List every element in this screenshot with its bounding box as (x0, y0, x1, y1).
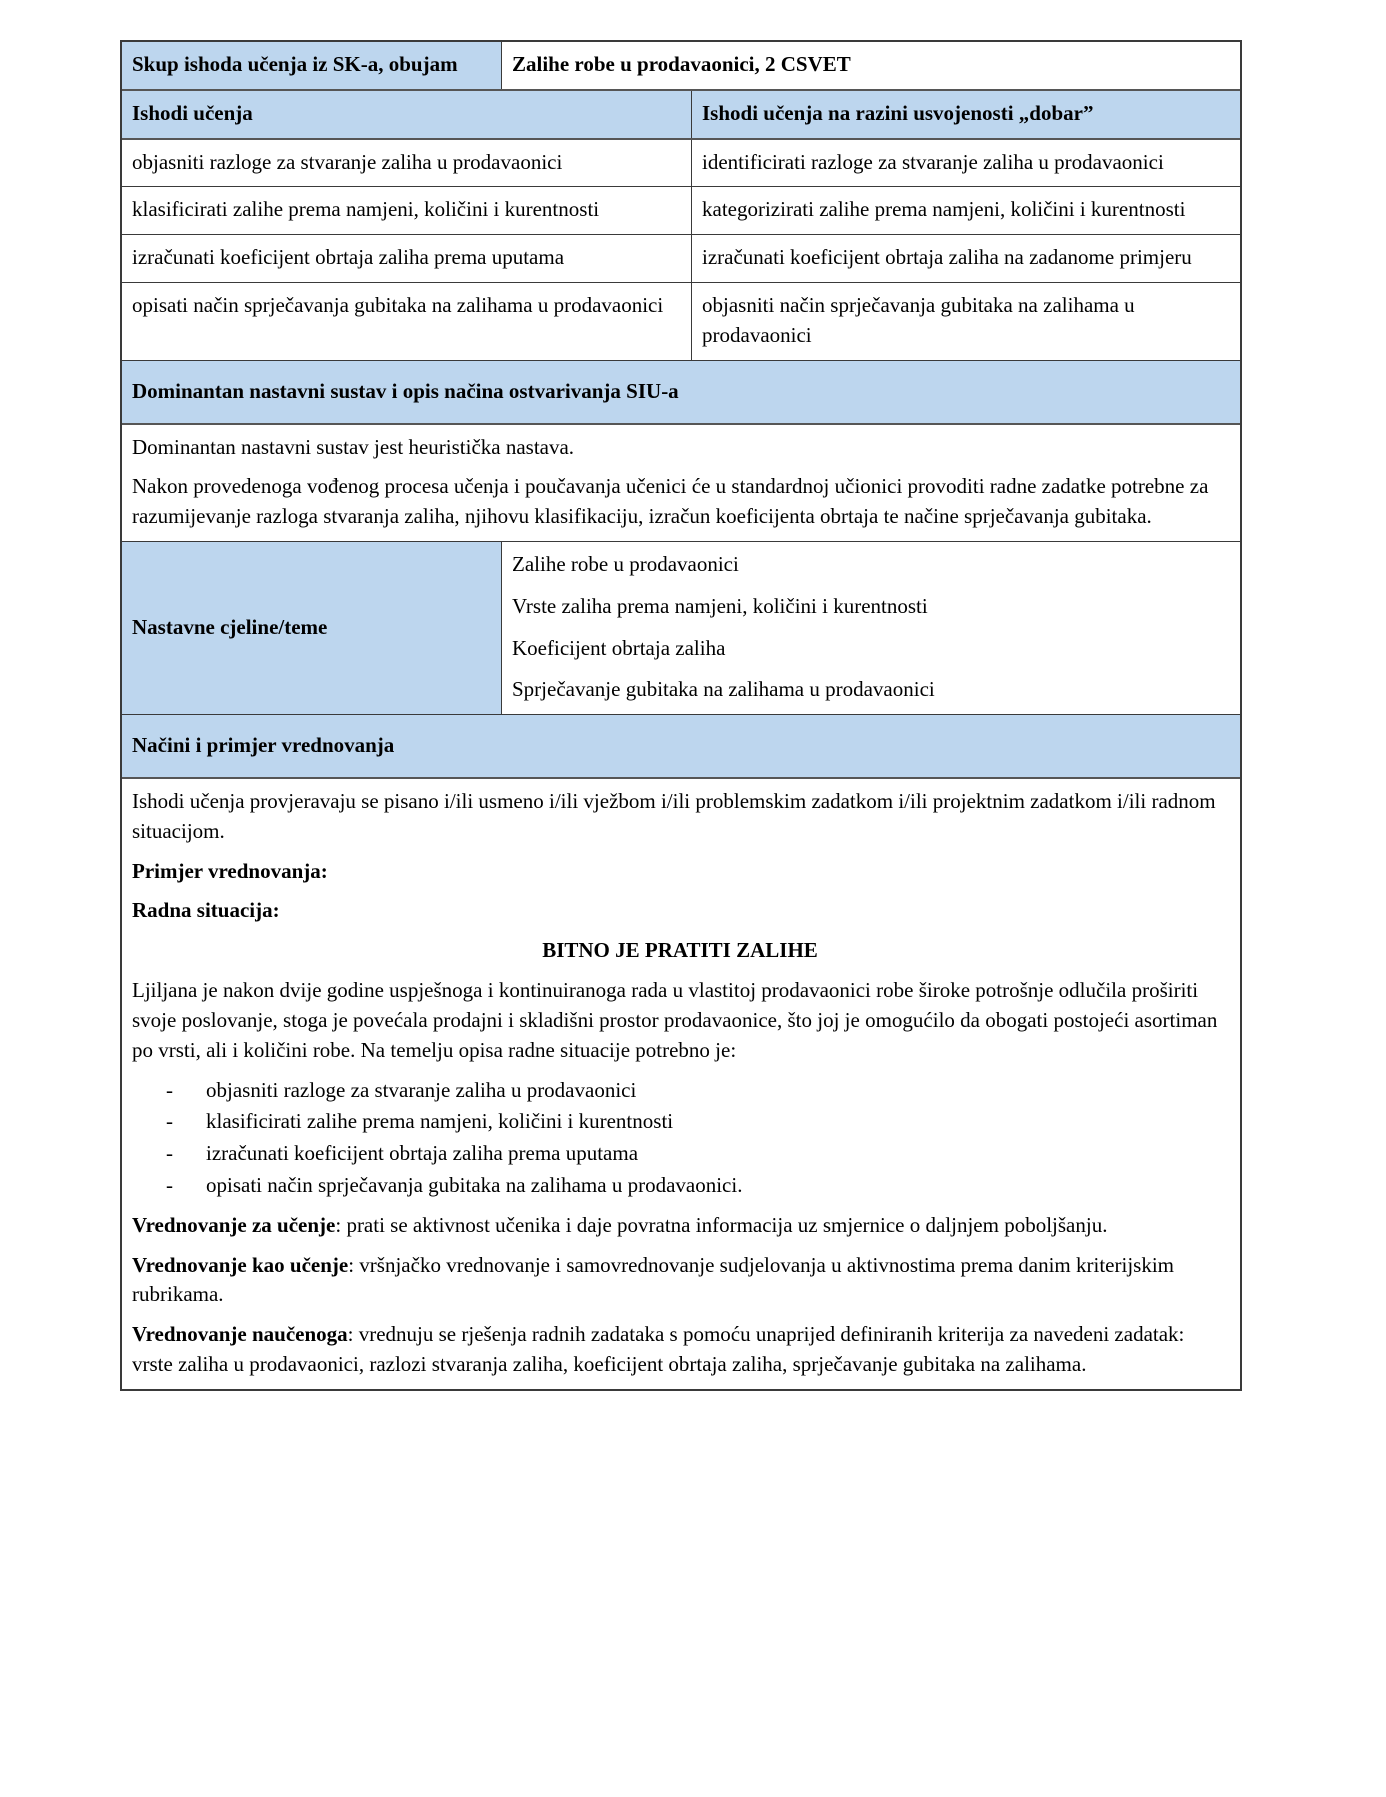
units-row (122, 542, 1240, 715)
outcomes-header-row (122, 91, 1240, 140)
dash-bullet: - (166, 1109, 173, 1134)
task-item (132, 1076, 1228, 1106)
outcome-row (122, 140, 1240, 188)
evaluation-example-label: Primjer vrednovanja: (132, 858, 328, 883)
unit-item: Koeficijent obrtaja zaliha (512, 635, 726, 660)
for-learning-lead: Vrednovanje za učenje (132, 1212, 336, 1237)
outcome-right: izračunati koeficijent obrtaja zaliha na zadanome primjeru (702, 245, 1192, 270)
title-row-label: Skup ishoda učenja iz SK-a, obujam (122, 42, 502, 89)
units-label: Nastavne cjeline/teme (122, 542, 502, 714)
outcomes-header-right: Ishodi učenja na razini usvojenosti „dobar” (692, 91, 1240, 138)
evaluation-as-learning (132, 1251, 1228, 1311)
outcome-row (122, 235, 1240, 283)
outcome-row (122, 187, 1240, 235)
evaluation-for-learning (132, 1211, 1228, 1241)
outcome-left: izračunati koeficijent obrtaja zaliha prema uputama (122, 235, 692, 282)
as-learning-text: : vršnjačko vrednovanje i samovrednovanje sudjelovanja u aktivnostima prema danim kriterijskim rubrikama. (132, 1252, 1175, 1307)
outcomes-header-left: Ishodi učenja (122, 91, 692, 138)
as-learning-lead: Vrednovanje kao učenje (132, 1252, 349, 1277)
unit-item: Sprječavanje gubitaka na zalihama u prodavaonici (512, 677, 935, 702)
dominant-text-row (122, 425, 1240, 542)
of-learned-lead: Vrednovanje naučenoga (132, 1322, 348, 1347)
evaluation-content-cell (122, 779, 1240, 1389)
dash-bullet: - (166, 1141, 173, 1166)
outcome-right: kategorizirati zalihe prema namjeni, količini i kurentnosti (702, 197, 1186, 222)
dominant-paragraph-1: Dominantan nastavni sustav jest heuristička nastava. (132, 434, 575, 459)
learning-outcomes-table (120, 40, 1242, 1391)
outcome-right: identificirati razloge za stvaranje zaliha u prodavaonici (702, 149, 1164, 174)
outcome-left: objasniti razloge za stvaranje zaliha u prodavaonici (122, 140, 692, 187)
title-row (122, 42, 1240, 91)
task-list (132, 1076, 1228, 1201)
evaluation-of-learned (132, 1320, 1228, 1380)
task-item (132, 1107, 1228, 1137)
evaluation-header: Načini i primjer vrednovanja (122, 715, 1240, 777)
situation-text: Ljiljana je nakon dvije godine uspješnoga i kontinuiranoga rada u vlastitoj prodavaonici robe široke potrošnje odlučila proširiti svoje poslovanje, stoga je povećala prodajni i skladišni prostor prodavaonice, što joj je omogućilo da obogati postojeći asortiman po vrsti, ali i količini robe. Na temelju opisa radne situacije potrebno je: (132, 978, 1218, 1062)
evaluation-header-row (122, 715, 1240, 779)
dominant-header: Dominantan nastavni sustav i opis načina ostvarivanja SIU-a (122, 361, 1240, 423)
task-item (132, 1139, 1228, 1169)
dominant-header-row (122, 361, 1240, 425)
dominant-paragraph-2: Nakon provedenoga vođenog procesa učenja i poučavanja učenici će u standardnoj učionici provoditi radne zadatke potrebne za razumijevanje razloga stvaranja zaliha, njihovu klasifikaciju, izračun koeficijenta obrtaja te načine sprječavanja gubitaka. (132, 474, 1209, 529)
evaluation-content-row (122, 779, 1240, 1389)
unit-item: Vrste zaliha prema namjeni, količini i kurentnosti (512, 593, 928, 618)
units-list (502, 542, 1240, 714)
unit-item: Zalihe robe u prodavaonici (512, 551, 739, 576)
for-learning-text: : prati se aktivnost učenika i daje povratna informacija uz smjernice o daljnjem poboljšanju. (335, 1212, 1108, 1237)
of-learned-text: : vrednuju se rješenja radnih zadataka s pomoću unaprijed definiranih kriterija za navedeni zadatak: vrste zaliha u prodavaonici, razlozi stvaranja zaliha, koeficijent obrtaja zaliha, sprječavanje gubitaka na zalihama. (132, 1322, 1185, 1376)
task-text: opisati način sprječavanja gubitaka na zalihama u prodavaonici. (206, 1172, 743, 1197)
evaluation-intro: Ishodi učenja provjeravaju se pisano i/ili usmeno i/ili vježbom i/ili problemskim zadatkom i/ili projektnim zadatkom i/ili radnom situacijom. (132, 789, 1216, 843)
task-text: izračunati koeficijent obrtaja zaliha prema uputama (206, 1141, 639, 1166)
outcome-right: objasniti način sprječavanja gubitaka na zalihama u prodavaonici (702, 293, 1135, 347)
outcome-row (122, 283, 1240, 361)
title-row-value: Zalihe robe u prodavaonici, 2 CSVET (512, 52, 851, 76)
task-text: objasniti razloge za stvaranje zaliha u prodavaonici (206, 1077, 637, 1102)
dominant-text-cell (122, 425, 1240, 541)
outcome-left: klasificirati zalihe prema namjeni, količini i kurentnosti (122, 187, 692, 234)
outcome-left: opisati način sprječavanja gubitaka na zalihama u prodavaonici (122, 283, 692, 360)
evaluation-situation-label: Radna situacija: (132, 898, 280, 923)
dash-bullet: - (166, 1172, 173, 1197)
task-item (132, 1171, 1228, 1201)
task-text: klasificirati zalihe prema namjeni, količini i kurentnosti (206, 1109, 674, 1134)
situation-title: BITNO JE PRATITI ZALIHE (542, 938, 818, 963)
dash-bullet: - (166, 1077, 173, 1102)
